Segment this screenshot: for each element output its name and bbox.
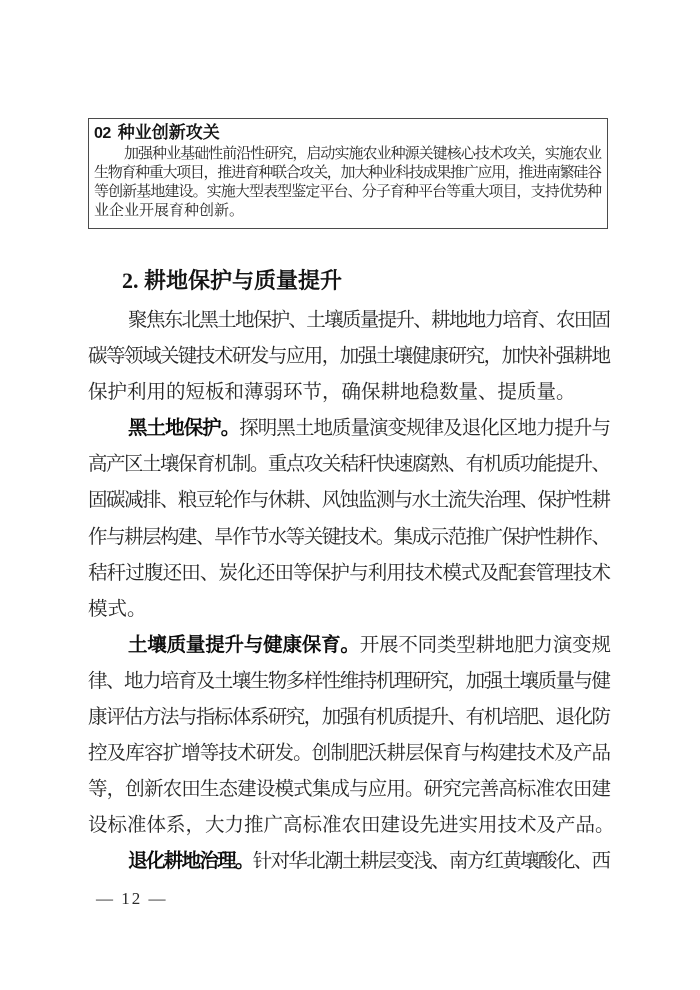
callout-box bbox=[88, 118, 608, 229]
paragraph bbox=[88, 411, 611, 628]
text-line: 土壤质量提升与健康保育。开展不同类型耕地肥力演变规 bbox=[128, 634, 611, 656]
text-line: 律、地力培育及土壤生物多样性维持机理研究，加强土壤质量与健 bbox=[88, 670, 610, 692]
text-line: 高产区土壤保育机制。重点攻关秸秆快速腐熟、有机质功能提升、 bbox=[88, 454, 610, 476]
callout-box-number: 02 bbox=[94, 125, 111, 142]
paragraph-lead: 土壤质量提升与健康保育。 bbox=[128, 634, 360, 656]
text-line: 秸秆过腹还田、炭化还田等保护与利用技术模式及配套管理技术 bbox=[88, 562, 611, 584]
text-line: 退化耕地治理。针对华北潮土耕层变浅、南方红黄壤酸化、西 bbox=[128, 851, 610, 873]
paragraph bbox=[88, 628, 615, 845]
paragraph-lead: 黑土地保护。 bbox=[128, 418, 240, 440]
text-line: 加强种业基础性前沿性研究，启动实施农业种源关键核心技术攻关，实施农业 bbox=[124, 146, 602, 162]
callout-box-body bbox=[94, 145, 602, 221]
callout-box-title-text: 种业创新攻关 bbox=[117, 123, 220, 142]
text-line: 碳等领域关键技术研发与应用，加强土壤健康研究，加快补强耕地 bbox=[88, 346, 610, 368]
text-line: 黑土地保护。探明黑土地质量演变规律及退化区地力提升与 bbox=[128, 418, 611, 440]
section-paragraphs bbox=[88, 303, 615, 881]
text-line: 控及库容扩增等技术研发。创制肥沃耕层保育与构建技术及产品 bbox=[88, 743, 611, 765]
callout-box-title bbox=[94, 122, 602, 145]
paragraph bbox=[88, 303, 611, 411]
text-line: 固碳减排、粮豆轮作与休耕、风蚀监测与水土流失治理、保护性耕 bbox=[88, 490, 610, 512]
paragraph-lead: 退化耕地治理。 bbox=[128, 851, 253, 873]
text-line: 业企业开展育种创新。 bbox=[94, 203, 245, 219]
document-body bbox=[88, 266, 615, 881]
text-line: 模式。 bbox=[88, 598, 147, 620]
text-line: 等创新基地建设。实施大型表型鉴定平台、分子育种平台等重大项目，支持优势种 bbox=[94, 184, 602, 200]
paragraph bbox=[88, 844, 611, 880]
text-line: 康评估方法与指标体系研究，加强有机质提升、有机培肥、退化防 bbox=[88, 707, 610, 729]
text-line: 作与耕层构建、旱作节水等关键技术。集成示范推广保护性耕作、 bbox=[88, 526, 610, 548]
page-number: — 12 — bbox=[96, 889, 168, 908]
text-line: 生物育种重大项目，推进育种联合攻关，加大种业科技成果推广应用，推进南繁硅谷 bbox=[94, 165, 601, 181]
text-line: 设标准体系，大力推广高标准农田建设先进实用技术及产品。 bbox=[88, 815, 615, 837]
text-line: 等，创新农田生态建设模式集成与应用。研究完善高标准农田建 bbox=[88, 779, 611, 801]
section-heading: 2. 耕地保护与质量提升 bbox=[122, 268, 343, 293]
text-line: 保护利用的短板和薄弱环节，确保耕地稳数量、提质量。 bbox=[88, 382, 576, 404]
text-line: 聚焦东北黑土地保护、土壤质量提升、耕地地力培育、农田固 bbox=[128, 310, 610, 331]
